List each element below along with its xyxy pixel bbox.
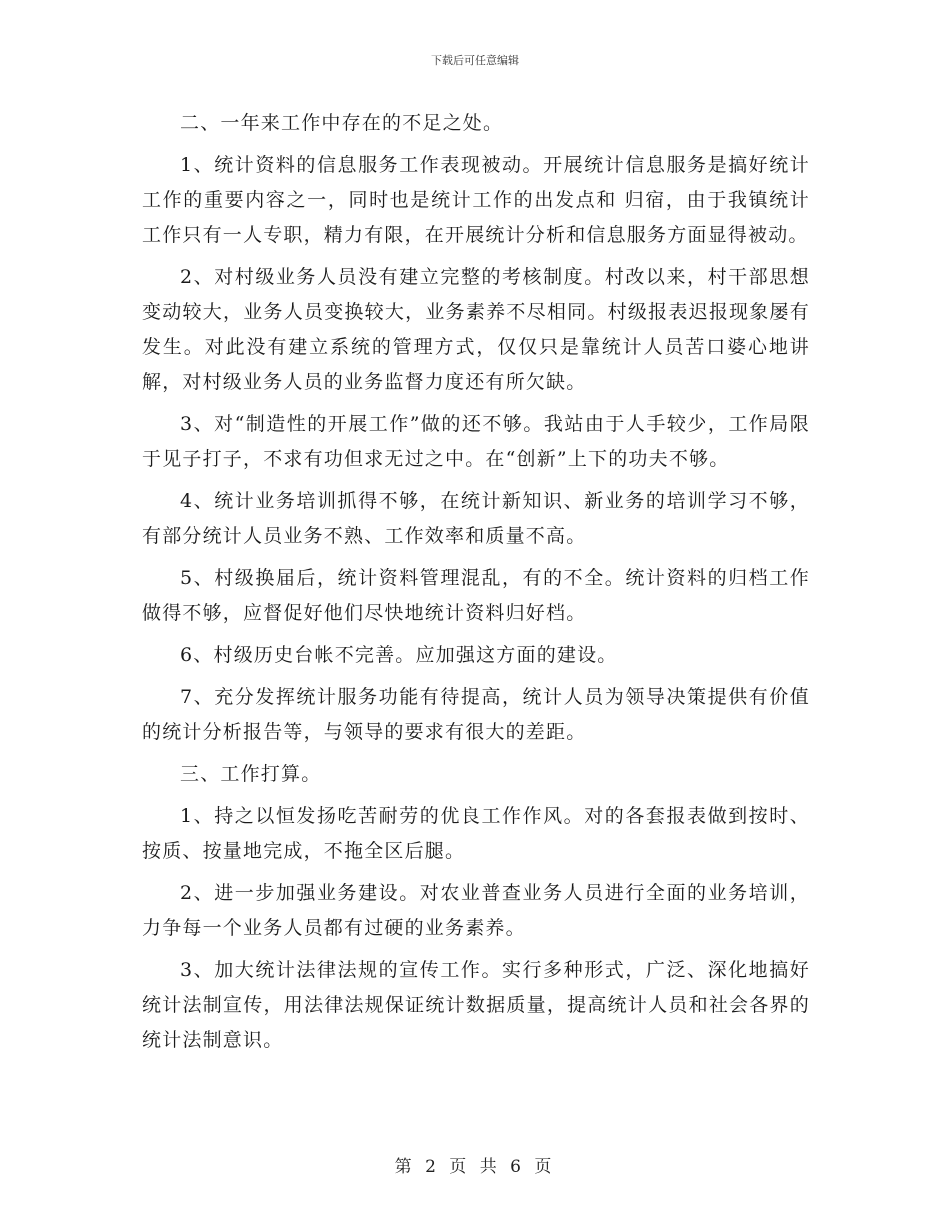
- section-heading-plans: 三、工作打算。: [180, 763, 322, 785]
- paragraph-plan-1: 1、持之以恒发扬吃苦耐劳的优良工作作风。对的各套报表做到按时、按质、按量地完成，不拖全区后腿。: [142, 805, 810, 862]
- paragraph-shortcoming-1: 1、统计资料的信息服务工作表现被动。开展统计信息服务是搞好统计工作的重要内容之一，同时也是统计工作的出发点和 归宿，由于我镇统计工作只有一人专职，精力有限，在开展统计分析和信息服务方面显得被动。: [142, 154, 810, 246]
- paragraph-shortcoming-6: 6、村级历史台帐不完善。应加强这方面的建设。: [180, 644, 618, 666]
- paragraph-shortcoming-7: 7、充分发挥统计服务功能有待提高，统计人员为领导决策提供有价值的统计分析报告等，与领导的要求有很大的差距。: [142, 686, 810, 743]
- document-body: [142, 106, 810, 1065]
- paragraph-shortcoming-4: 4、统计业务培训抓得不够，在统计新知识、新业务的培训学习不够，有部分统计人员业务不熟、工作效率和质量不高。: [142, 490, 810, 547]
- page-number-footer: 第 2 页 共 6 页: [394, 1157, 556, 1177]
- paragraph-shortcoming-3: 3、对“制造性的开展工作”做的还不够。我站由于人手较少，工作局限于见子打子，不求有功但求无过之中。在“创新”上下的功夫不够。: [142, 413, 810, 470]
- paragraph-plan-2: 2、进一步加强业务建设。对农业普查业务人员进行全面的业务培训，力争每一个业务人员都有过硬的业务素养。: [142, 882, 810, 939]
- paragraph-shortcoming-5: 5、村级换届后，统计资料管理混乱，有的不全。统计资料的归档工作做得不够，应督促好他们尽快地统计资料归好档。: [142, 567, 810, 624]
- page-header: 下载后可任意编辑: [431, 54, 519, 67]
- section-heading-shortcomings: 二、一年来工作中存在的不足之处。: [180, 112, 504, 134]
- paragraph-plan-3: 3、加大统计法律法规的宣传工作。实行多种形式，广泛、深化地搞好统计法制宣传，用法律法规保证统计数据质量，提高统计人员和社会各界的统计法制意识。: [142, 959, 810, 1051]
- paragraph-shortcoming-2: 2、对村级业务人员没有建立完整的考核制度。村改以来，村干部思想变动较大，业务人员变换较大，业务素养不尽相同。村级报表迟报现象屡有发生。对此没有建立系统的管理方式，仅仅只是靠统计人员苦口婆心地讲解，对村级业务人员的业务监督力度还有所欠缺。: [142, 266, 810, 393]
